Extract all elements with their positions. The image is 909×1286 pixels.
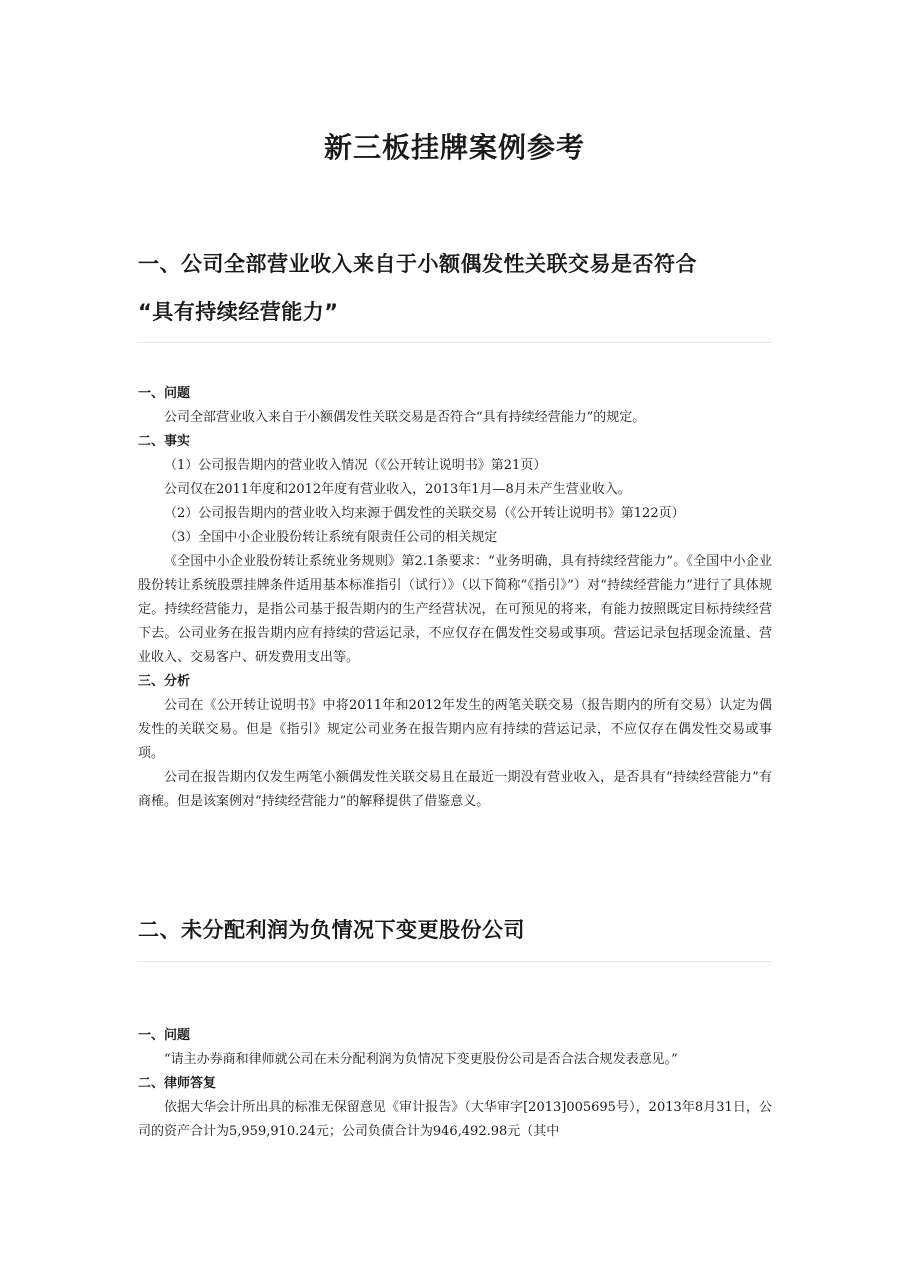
section-1-title <box>138 240 778 336</box>
section-2-divider <box>138 961 772 962</box>
s1-heading-question: 一、问题 <box>138 386 191 401</box>
s2-heading-question: 一、问题 <box>138 1028 191 1043</box>
section-2-title: 二、未分配利润为负情况下变更股份公司 <box>138 918 525 942</box>
s1-fact-1-detail: 公司仅在2011年度和2012年度有营业收入，2013年1月—8月未产生营业收入。 <box>164 482 631 497</box>
section-1-title-line2: “具有持续经营能力” <box>138 300 339 324</box>
s1-fact-3: （3）全国中小企业股份转让系统有限责任公司的相关规定 <box>164 530 498 545</box>
section-2-body <box>138 1024 772 1144</box>
s1-heading-facts: 二、事实 <box>138 434 191 449</box>
s1-question-text: 公司全部营业收入来自于小额偶发性关联交易是否符合“具有持续经营能力”的规定。 <box>164 410 646 425</box>
s2-answer-text: 依据大华会计所出具的标准无保留意见《审计报告》（大华审字[2013]005695号），2013年8月31日，公司的资产合计为5,959,910.24元；公司负债合计为946,492.98元（其中 <box>138 1100 772 1139</box>
s2-heading-answer: 二、律师答复 <box>138 1076 217 1091</box>
s1-fact-2: （2）公司报告期内的营业收入均来源于偶发性的关联交易（《公开转让说明书》第122页） <box>164 506 685 521</box>
document-title: 新三板挂牌案例参考 <box>323 131 585 164</box>
s1-analysis-2: 公司在报告期内仅发生两笔小额偶发性关联交易且在最近一期没有营业收入，是否具有“持续经营能力”有商榷。但是该案例对“持续经营能力”的解释提供了借鉴意义。 <box>138 770 772 809</box>
s1-fact-1: （1）公司报告期内的营业收入情况（《公开转让说明书》第21页） <box>164 458 547 473</box>
section-1-body <box>138 382 772 814</box>
s1-fact-3-detail: 《全国中小企业股份转让系统业务规则》第2.1条要求：“业务明确，具有持续经营能力”。《全国中小企业股份转让系统股票挂牌条件适用基本标准指引（试行）》（以下简称“《指引》”）对“持续经营能力”进行了具体规定。持续经营能力，是指公司基于报告期内的生产经营状况，在可预见的将来，有能力按照既定目标持续经营下去。公司业务在报告期内应有持续的营运记录，不应仅存在偶发性交易或事项。营运记录包括现金流量、营业收入、交易客户、研发费用支出等。 <box>138 554 772 665</box>
s1-heading-analysis: 三、分析 <box>138 674 191 689</box>
s2-question-text: “请主办券商和律师就公司在未分配利润为负情况下变更股份公司是否合法合规发表意见。” <box>164 1052 678 1067</box>
section-1-title-line1: 一、公司全部营业收入来自于小额偶发性关联交易是否符合 <box>138 252 697 276</box>
s1-analysis-1: 公司在《公开转让说明书》中将2011年和2012年发生的两笔关联交易（报告期内的所有交易）认定为偶发性的关联交易。但是《指引》规定公司业务在报告期内应有持续的营运记录，不应仅存在偶发性交易或事项。 <box>138 698 772 761</box>
section-1-divider <box>138 342 772 343</box>
